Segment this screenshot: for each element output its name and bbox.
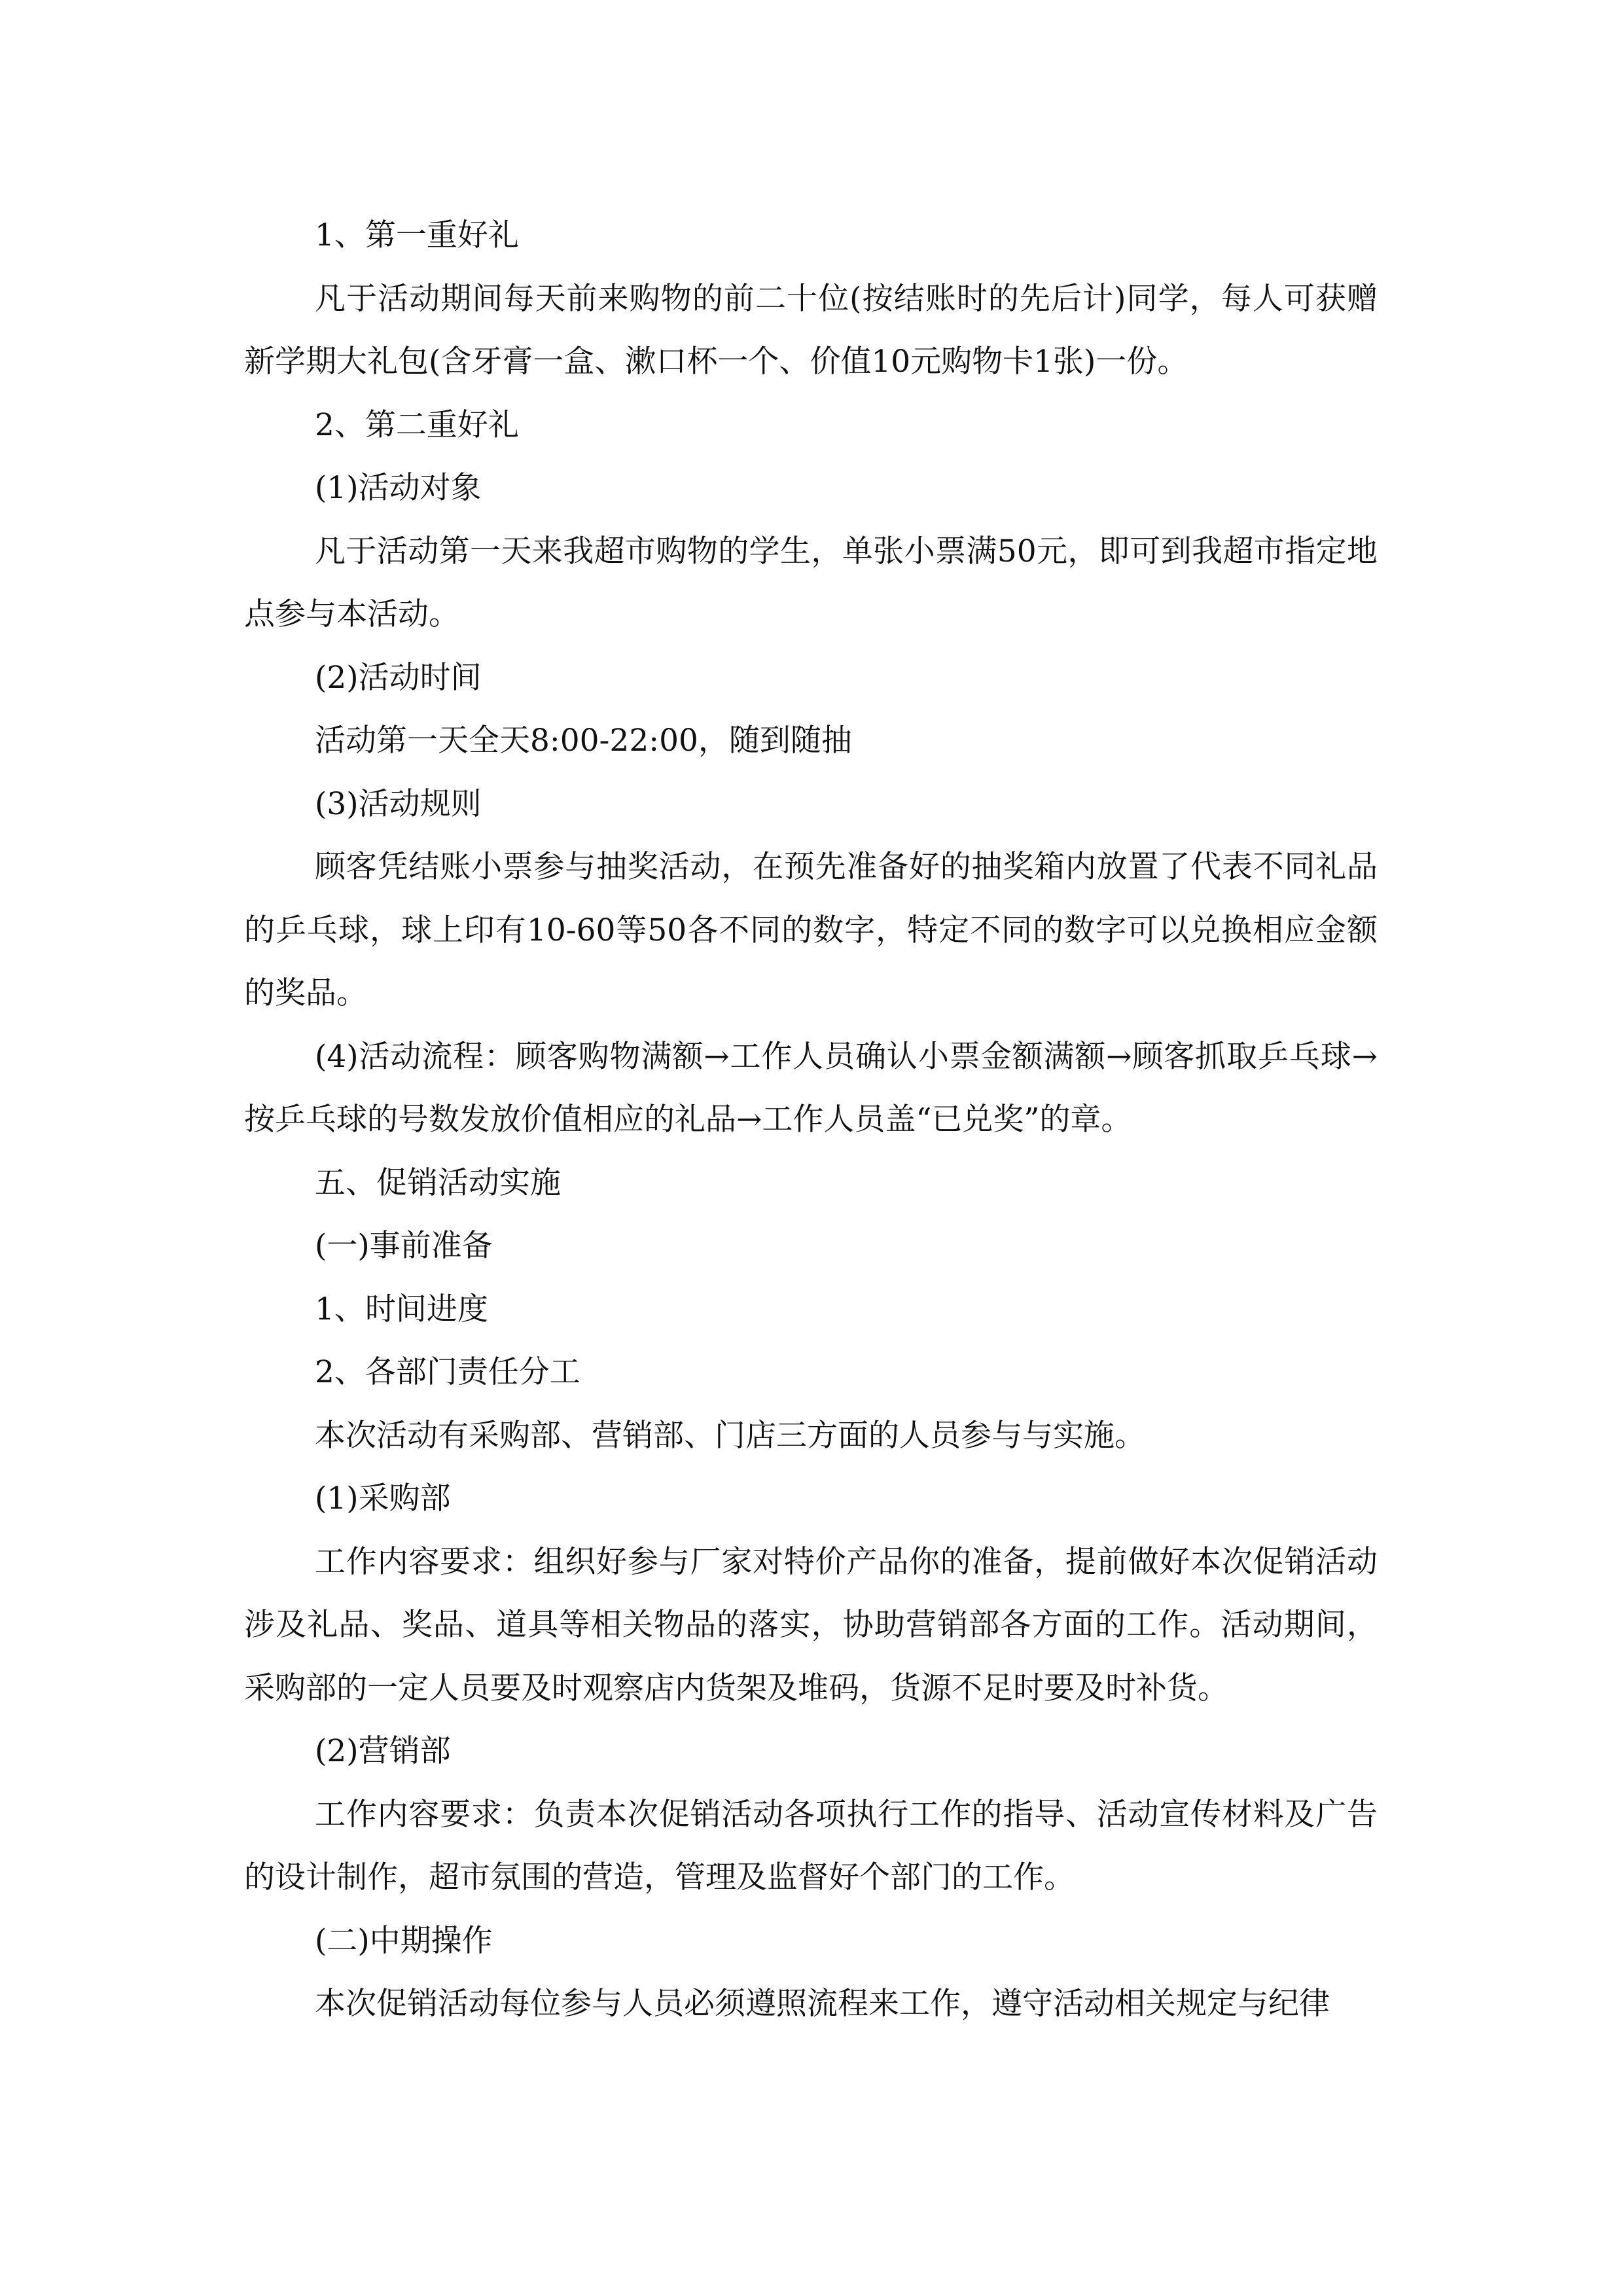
paragraph-departments-overview: 本次活动有采购部、营销部、门店三方面的人员参与与实施。 xyxy=(315,1417,1145,1454)
subheading-activity-time: (2)活动时间 xyxy=(315,659,482,696)
document-body xyxy=(244,204,1378,2036)
subheading-time-schedule: 1、时间进度 xyxy=(315,1291,488,1327)
heading-promotion-implementation: 五、促销活动实施 xyxy=(315,1164,561,1201)
paragraph-activity-target: 凡于活动第一天来我超市购物的学生，单张小票满50元，即可到我超市指定地点参与本活动。 xyxy=(244,533,1378,632)
paragraph-first-gift-detail: 凡于活动期间每天前来购物的前二十位(按结账时的先后计)同学，每人可获赠新学期大礼包(含牙膏一盒、漱口杯一个、价值10元购物卡1张)一份。 xyxy=(244,280,1378,380)
subheading-activity-rules: (3)活动规则 xyxy=(315,785,482,822)
subheading-mid-term-operation: (二)中期操作 xyxy=(315,1922,493,1959)
heading-second-gift: 2、第二重好礼 xyxy=(315,406,519,443)
paragraph-purchasing-requirements: 工作内容要求：组织好参与厂家对特价产品你的准备，提前做好本次促销活动涉及礼品、奖品、道具等相关物品的落实，协助营销部各方面的工作。活动期间，采购部的一定人员要及时观察店内货架及堆码，货源不足时要及时补货。 xyxy=(244,1543,1378,1706)
paragraph-activity-time: 活动第一天全天8:00-22:00，随到随抽 xyxy=(315,723,852,759)
paragraph-mid-term-operation: 本次促销活动每位参与人员必须遵照流程来工作，遵守活动相关规定与纪律 xyxy=(315,1986,1330,2022)
subheading-marketing-department: (2)营销部 xyxy=(315,1733,451,1769)
heading-first-gift: 1、第一重好礼 xyxy=(315,217,519,253)
subheading-advance-preparation: (一)事前准备 xyxy=(315,1228,493,1264)
subheading-department-duties: 2、各部门责任分工 xyxy=(315,1354,580,1390)
paragraph-marketing-requirements: 工作内容要求：负责本次促销活动各项执行工作的指导、活动宣传材料及广告的设计制作，超市氛围的营造，管理及监督好个部门的工作。 xyxy=(244,1796,1378,1895)
paragraph-activity-rules: 顾客凭结账小票参与抽奖活动，在预先准备好的抽奖箱内放置了代表不同礼品的乒乓球，球上印有10-60等50各不同的数字，特定不同的数字可以兑换相应金额的奖品。 xyxy=(244,849,1378,1011)
paragraph-activity-process: (4)活动流程：顾客购物满额→工作人员确认小票金额满额→顾客抓取乒乓球→按乒乓球的号数发放价值相应的礼品→工作人员盖“已兑奖”的章。 xyxy=(244,1038,1378,1138)
subheading-purchasing-department: (1)采购部 xyxy=(315,1480,451,1516)
subheading-activity-target: (1)活动对象 xyxy=(315,470,482,506)
